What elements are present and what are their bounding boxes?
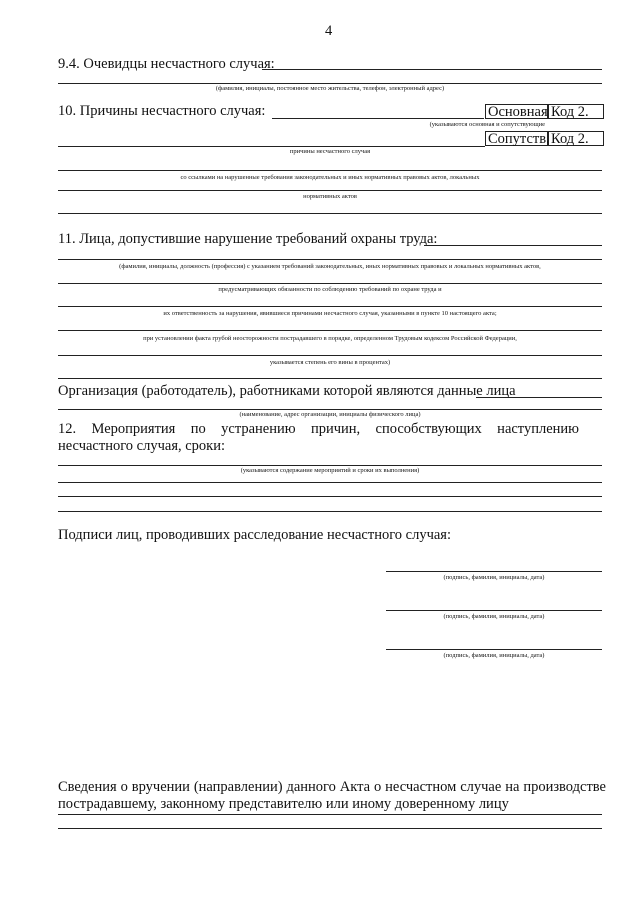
violators-hint-3: их ответственность за нарушения, явившиеся причинами несчастного случая, указанными в пункте 10 настоящего акта; <box>163 310 497 317</box>
witnesses-field-line-2[interactable] <box>58 83 602 84</box>
organization-line-1[interactable] <box>476 397 602 398</box>
page-number: 4 <box>325 23 333 39</box>
violators-hint-2: предусматривающих обязанности по соблюдению требований по охране труда и <box>218 286 442 293</box>
delivery-label: Сведения о вручении (направлении) данного Акта о несчастном случае на производстве пострадавшему, законному представителю или иному доверенному лицу <box>58 779 606 812</box>
causes-hint-2: причины несчастного случая <box>289 148 371 155</box>
delivery-line-1[interactable] <box>58 814 602 815</box>
causes-line-1[interactable] <box>58 146 485 147</box>
causes-line-4[interactable] <box>58 213 602 214</box>
measures-line-1[interactable] <box>58 465 602 466</box>
organization-hint: (наименование, адрес организации, инициалы физического лица) <box>239 411 421 418</box>
causes-label: 10. Причины несчастного случая: <box>58 103 266 119</box>
violators-line-4[interactable] <box>58 330 602 331</box>
witnesses-label: 9.4. Очевидцы несчастного случая: <box>58 56 275 72</box>
signature-hint-2: (подпись, фамилия, инициалы, дата) <box>443 613 545 620</box>
violators-line-1[interactable] <box>58 259 602 260</box>
main-cause-box: Основная <box>485 104 548 119</box>
measures-label: 12. Мероприятия по устранению причин, способствующих наступлению несчастного случая, сроки: <box>58 421 579 454</box>
violators-label: 11. Лица, допустившие нарушение требований охраны труда: <box>58 231 438 247</box>
organization-label: Организация (работодатель), работниками которой являются данные лица <box>58 383 516 399</box>
organization-line-2[interactable] <box>58 409 602 410</box>
main-cause-code-box[interactable]: Код 2. <box>548 104 604 119</box>
violators-hint-1: (фамилия, инициалы, должность (профессия) с указанием требований законодательных, иных нормативных правовых и локальных нормативных актов, <box>119 263 541 270</box>
signature-hint-3: (подпись, фамилия, инициалы, дата) <box>443 652 545 659</box>
causes-hint-main: (указываются основная и сопутствующие <box>429 121 545 128</box>
witnesses-field-line[interactable] <box>262 69 602 70</box>
causes-line-2[interactable] <box>58 170 602 171</box>
violators-line-5[interactable] <box>58 355 602 356</box>
measures-line-3[interactable] <box>58 496 602 497</box>
violators-line-2[interactable] <box>58 283 602 284</box>
violators-line-6[interactable] <box>58 378 602 379</box>
measures-line-2[interactable] <box>58 482 602 483</box>
delivery-line-2[interactable] <box>58 828 602 829</box>
main-cause-line[interactable] <box>272 118 484 119</box>
related-cause-code-box[interactable]: Код 2. <box>548 131 604 146</box>
violators-line-3[interactable] <box>58 306 602 307</box>
measures-line-4[interactable] <box>58 511 602 512</box>
causes-hint-3: со ссылками на нарушенные требования законодательных и иных нормативных правовых актов, локальных <box>180 174 480 181</box>
causes-hint-4: нормативных актов <box>303 193 357 200</box>
witnesses-hint: (фамилия, инициалы, постоянное место жительства, телефон, электронный адрес) <box>215 85 445 92</box>
violators-hint-4: при установлении факта грубой неосторожности пострадавшего в порядке, определенном Трудовым кодексом Российской Федерации, <box>143 335 517 342</box>
signature-hint-1: (подпись, фамилия, инициалы, дата) <box>443 574 545 581</box>
measures-hint: (указываются содержание мероприятий и сроки их выполнения) <box>240 467 420 474</box>
violators-line-0[interactable] <box>424 245 602 246</box>
signature-line-1[interactable] <box>386 571 602 572</box>
causes-line-3[interactable] <box>58 190 602 191</box>
signatures-label: Подписи лиц, проводивших расследование несчастного случая: <box>58 527 452 543</box>
violators-hint-5: указывается степень его вины в процентах) <box>269 359 391 366</box>
signature-line-3[interactable] <box>386 649 602 650</box>
related-cause-box: Сопутств. <box>485 131 548 146</box>
signature-line-2[interactable] <box>386 610 602 611</box>
